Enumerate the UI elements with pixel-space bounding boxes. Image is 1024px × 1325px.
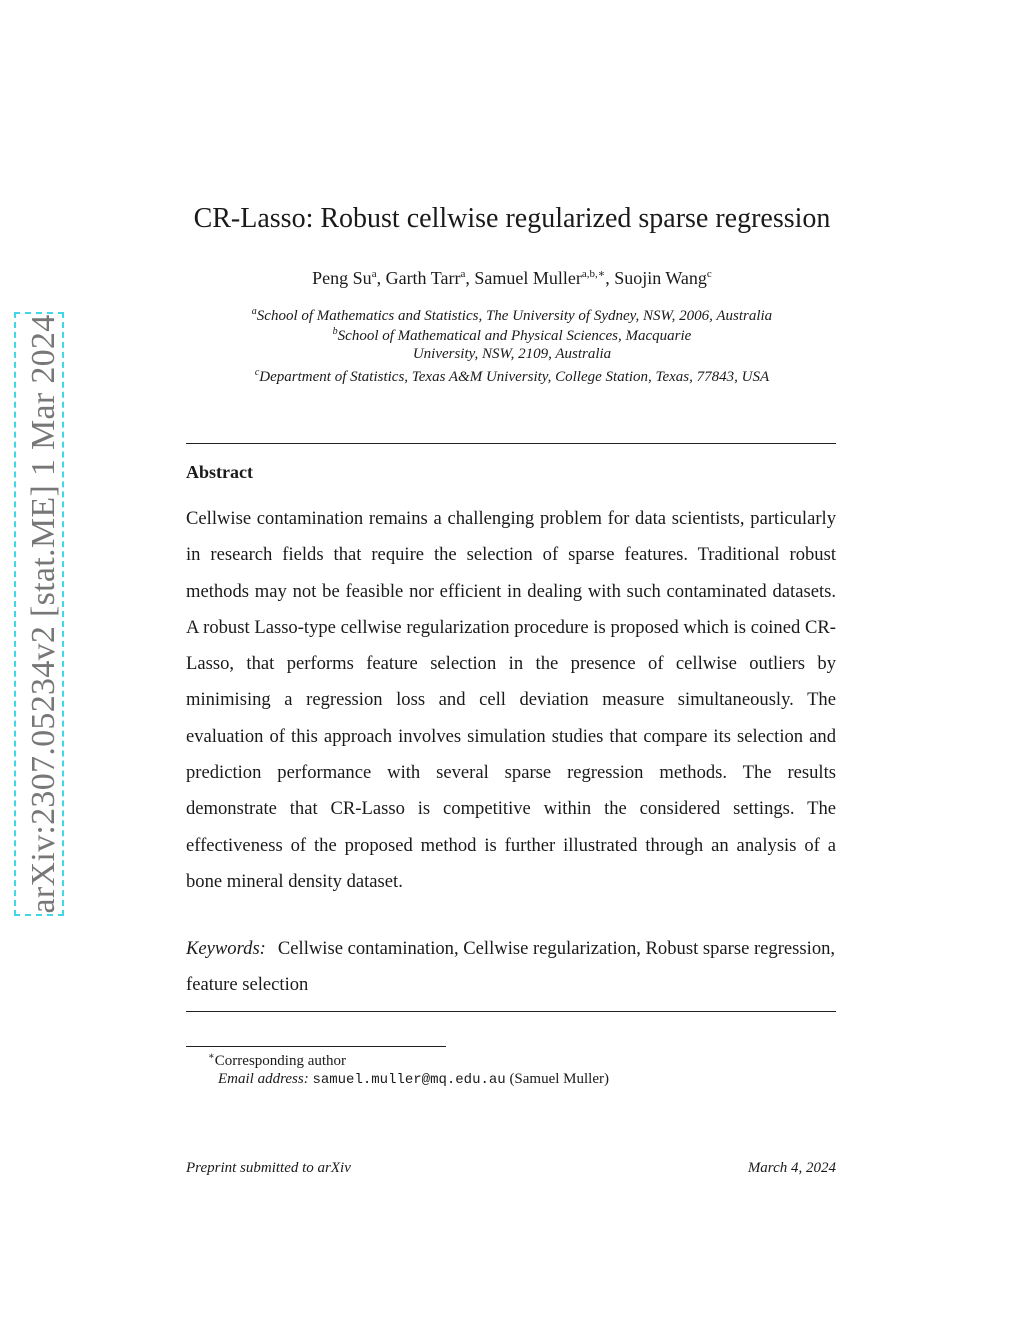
affiliation-text: School of Mathematics and Statistics, The University of Sydney, NSW, 2006, Australia: [256, 308, 773, 324]
author-affiliation-mark: a,b,∗: [581, 268, 606, 280]
email-owner: (Samuel Muller): [509, 1071, 609, 1087]
affiliation-text: University, NSW, 2109, Australia: [412, 346, 612, 362]
abstract-heading: Abstract: [186, 462, 253, 482]
keywords-label: Keywords:: [186, 938, 266, 959]
arxiv-identifier: arXiv:2307.05234v2 [stat.ME] 1 Mar 2024: [25, 314, 62, 914]
email-label: Email address:: [218, 1071, 309, 1087]
affiliation-mark: a: [251, 306, 257, 317]
affiliation-mark: c: [254, 367, 260, 378]
author-affiliation-mark: a: [371, 268, 377, 280]
author-name: Samuel Muller: [474, 268, 582, 288]
abstract-body: Cellwise contamination remains a challenging problem for data scientists, particularly in research fields that require the selection of sparse features. Traditional robust methods may not be feasible nor efficient in dealing with such contaminated datasets. A robust Lasso-type cellwise regularization procedure is proposed which is coined CR-Lasso, that performs feature selection in the presence of cellwise outliers by minimising a regression loss and cell deviation measure simultaneously. The evaluation of this approach involves simulation studies that compare its selection and prediction performance with several sparse regression methods. The results demonstrate that CR-Lasso is competitive within the considered settings. The effectiveness of the proposed method is further illustrated through an analysis of a bone mineral density dataset.: [186, 508, 836, 892]
abstract-top-rule: [186, 443, 836, 444]
author-affiliation-mark: c: [706, 268, 712, 280]
author-name: Garth Tarr: [385, 268, 461, 288]
keywords: [186, 931, 836, 1004]
keywords-text: Cellwise contamination, Cellwise regularization, Robust sparse regression, feature selection: [186, 938, 836, 996]
abstract-bottom-rule: [186, 1011, 836, 1012]
affiliation-mark: b: [332, 326, 338, 337]
affiliation-b: [0, 326, 1024, 345]
affiliation-text: Department of Statistics, Texas A&M University, College Station, Texas, 77843, USA: [259, 369, 770, 385]
footnote-mark: ∗: [208, 1051, 215, 1062]
email-address[interactable]: samuel.muller@mq.edu.au: [312, 1072, 506, 1088]
footer-date: March 4, 2024: [747, 1160, 836, 1176]
email-note: [218, 1071, 609, 1088]
author-name: Suojin Wang: [614, 268, 707, 288]
footer-preprint-note: Preprint submitted to arXiv: [186, 1160, 351, 1176]
author-affiliation-mark: a: [460, 268, 466, 280]
affiliation-b-continued: [0, 346, 1024, 363]
author-list: Peng Su$^a$, Garth Tarr$^a$, Samuel Muller$^{a,b,∗}$, Suojin Wang$^c$: [312, 268, 712, 288]
corresponding-author-note: [208, 1051, 346, 1070]
corresponding-author-text: Corresponding author: [214, 1053, 347, 1069]
author-name: Peng Su: [312, 268, 372, 288]
affiliation-text: School of Mathematical and Physical Sciences, Macquarie: [337, 328, 692, 344]
affiliation-c: [0, 367, 1024, 386]
affiliation-a: [0, 306, 1024, 325]
footnote-rule: [186, 1046, 446, 1047]
paper-title: CR-Lasso: Robust cellwise regularized sparse regression: [193, 203, 831, 234]
